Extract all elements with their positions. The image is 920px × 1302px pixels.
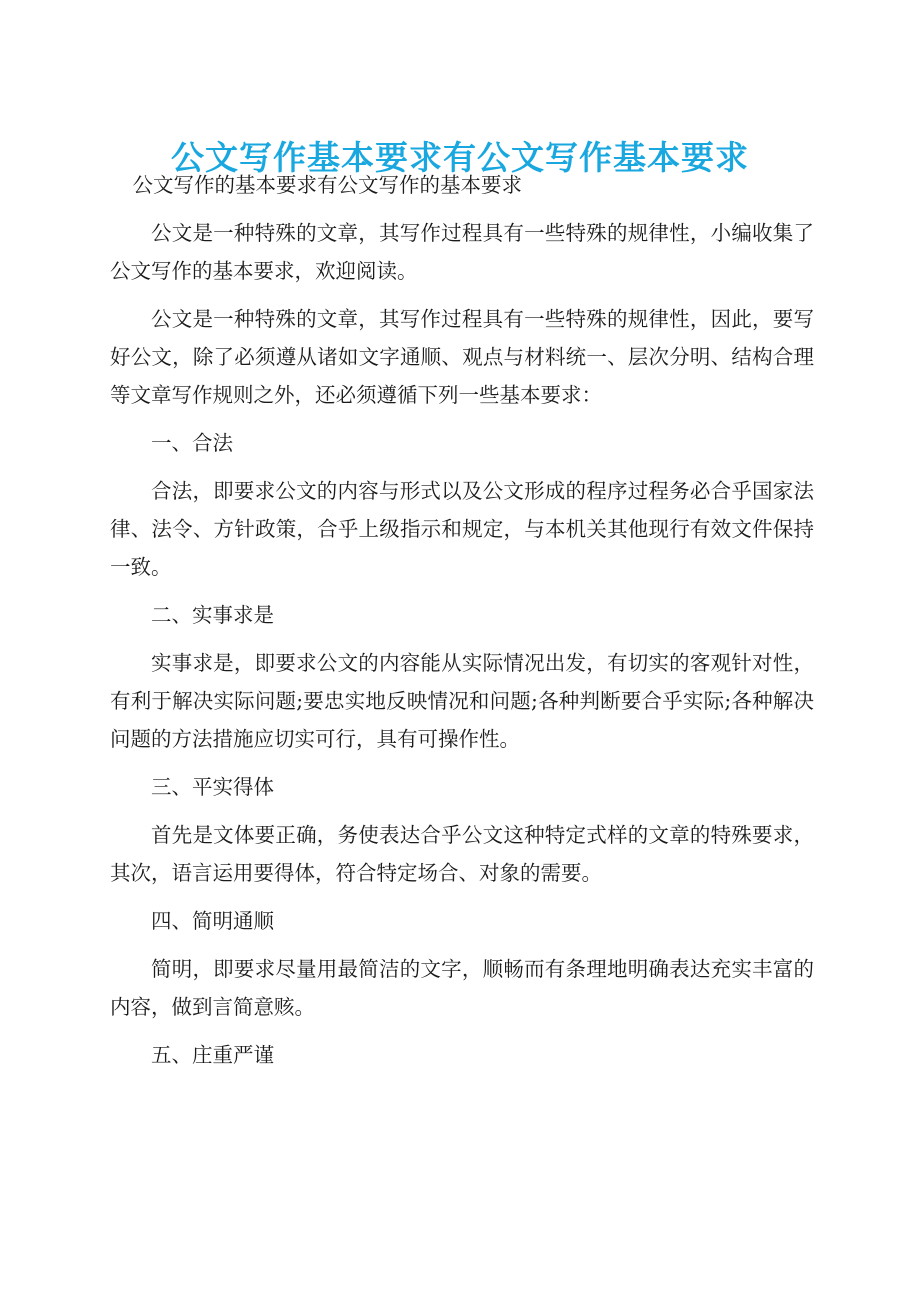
section-heading-concise: 四、简明通顺	[151, 909, 274, 933]
section-heading-appropriate: 三、平实得体	[151, 775, 274, 799]
overview-paragraph: 公文是一种特殊的文章，其写作过程具有一些特殊的规律性，因此，要写好公文，除了必须遵从诸如文字通顺、观点与材料统一、层次分明、结构合理等文章写作规则之外，还必须遵循下列一些基本要求：	[110, 307, 814, 407]
section-heading-rigorous: 五、庄重严谨	[151, 1043, 274, 1067]
section-heading-factual: 二、实事求是	[151, 603, 274, 627]
document-title: 公文写作基本要求有公文写作基本要求	[171, 138, 749, 178]
intro-paragraph: 公文是一种特殊的文章，其写作过程具有一些特殊的规律性，小编收集了公文写作的基本要求，欢迎阅读。	[110, 221, 814, 283]
section-body-legal: 合法，即要求公文的内容与形式以及公文形成的程序过程务必合乎国家法律、法令、方针政策，合乎上级指示和规定，与本机关其他现行有效文件保持一致。	[110, 479, 814, 579]
document-body	[110, 166, 814, 1084]
section-heading-legal: 一、合法	[151, 431, 233, 455]
section-body-factual: 实事求是，即要求公文的内容能从实际情况出发，有切实的客观针对性，有利于解决实际问题;要忠实地反映情况和问题;各种判断要合乎实际;各种解决问题的方法措施应切实可行，具有可操作性。	[110, 651, 814, 751]
section-body-appropriate: 首先是文体要正确，务使表达合乎公文这种特定式样的文章的特殊要求，其次，语言运用要得体，符合特定场合、对象的需要。	[110, 823, 814, 885]
subtitle-paragraph: 公文写作的基本要求有公文写作的基本要求	[132, 173, 523, 197]
section-body-concise: 简明，即要求尽量用最简洁的文字，顺畅而有条理地明确表达充实丰富的内容，做到言简意赅。	[110, 957, 814, 1019]
